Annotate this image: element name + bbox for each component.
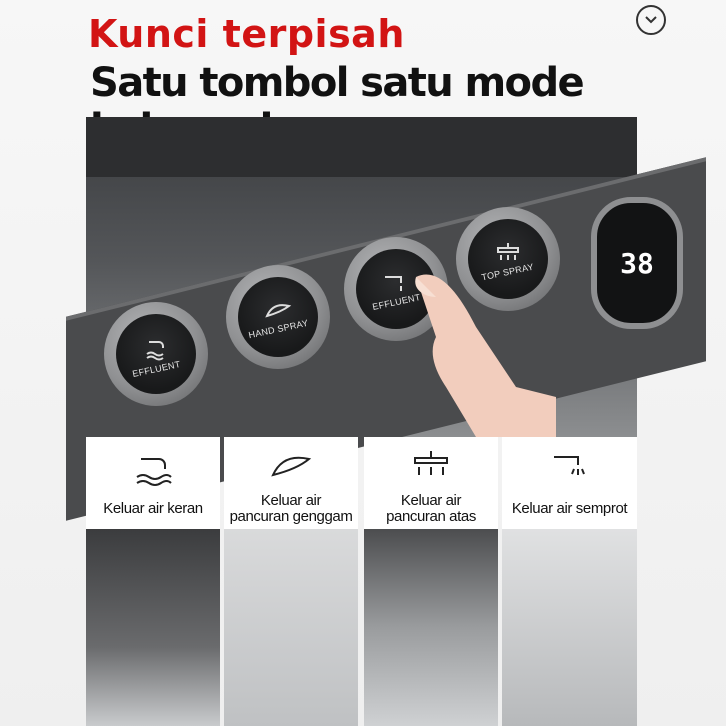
shelf-top bbox=[86, 117, 637, 177]
spray-gun-icon bbox=[548, 449, 592, 485]
card-label: Keluar air keran bbox=[103, 500, 203, 517]
card-label: Keluar air bbox=[260, 492, 322, 509]
card-spray-gun bbox=[502, 437, 637, 726]
hero-button-label: EFFLUENT bbox=[371, 292, 421, 312]
card-rain-shower bbox=[364, 437, 498, 726]
hero-button-effluent[interactable] bbox=[104, 302, 208, 406]
spray-gun-photo bbox=[502, 529, 637, 726]
subtitle-heading: Satu tombol satu mode bbox=[90, 60, 584, 106]
rain-shower-icon bbox=[409, 449, 453, 485]
temperature-display bbox=[591, 197, 683, 329]
card-label-line2: pancuran atas bbox=[386, 508, 476, 525]
spout-icon bbox=[381, 271, 411, 293]
hand-shower-photo bbox=[224, 529, 358, 726]
card-label-line2: pancuran genggam bbox=[229, 508, 353, 525]
faucet-icon bbox=[131, 449, 175, 489]
hero-button-label: TOP SPRAY bbox=[480, 261, 536, 283]
rain-shower-icon bbox=[493, 241, 523, 263]
hero-image bbox=[86, 117, 654, 437]
title-heading: Kunci terpisah bbox=[88, 12, 405, 56]
card-label: Keluar air bbox=[400, 492, 462, 509]
faucet-icon bbox=[143, 334, 169, 360]
card-hand-shower bbox=[224, 437, 358, 726]
card-label: Keluar air semprot bbox=[511, 500, 628, 517]
hero-button-label: HAND SPRAY bbox=[247, 317, 309, 341]
hand-shower-icon bbox=[263, 300, 293, 320]
rain-shower-photo bbox=[364, 529, 498, 726]
temperature-value: 38 bbox=[620, 246, 654, 280]
hero-button-label: EFFLUENT bbox=[131, 359, 181, 379]
hero-button-hand-spray[interactable] bbox=[226, 265, 330, 369]
expand-button[interactable] bbox=[636, 5, 666, 35]
hand-image bbox=[416, 267, 556, 437]
hand-shower-icon bbox=[269, 449, 313, 485]
card-faucet bbox=[86, 437, 220, 726]
faucet-photo bbox=[86, 529, 220, 726]
chevron-down-icon bbox=[644, 15, 658, 25]
